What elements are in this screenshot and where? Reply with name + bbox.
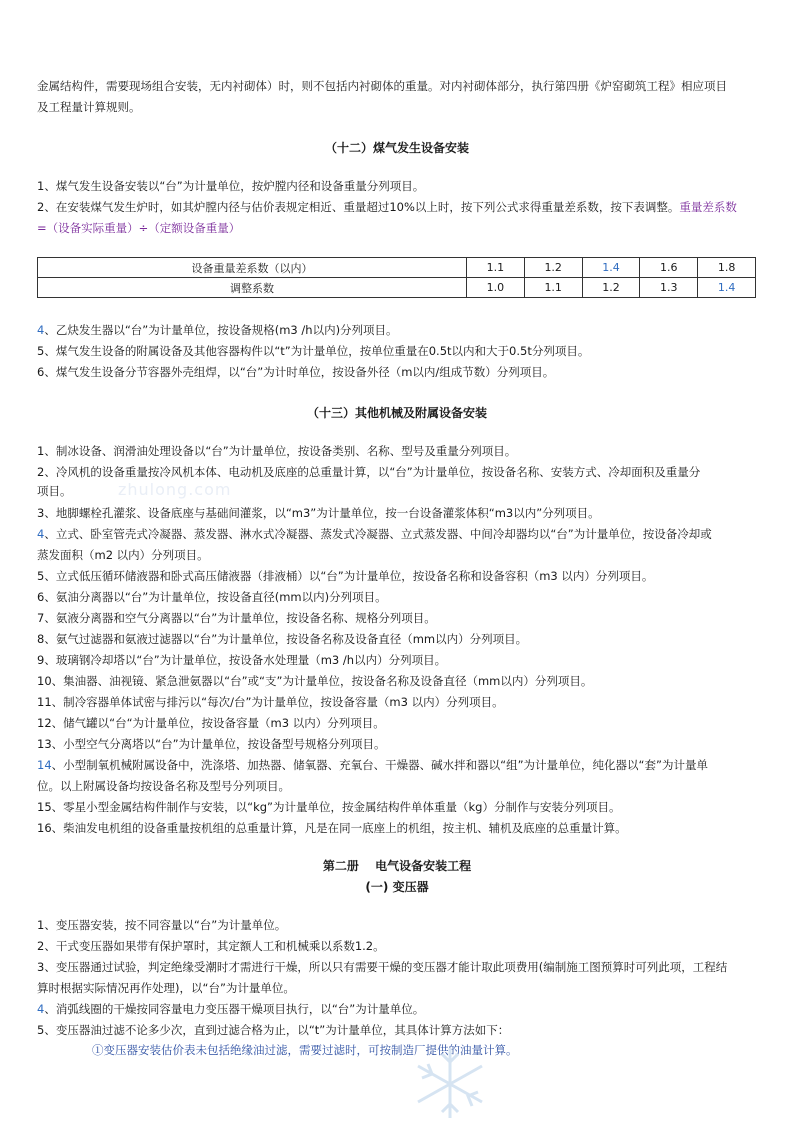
s12-item-2 — [37, 197, 759, 218]
s13-item-9: 9、玻璃钢冷却塔以“台”为计量单位，按设备水处理量（m3 /h以内）分列项目。 — [37, 653, 447, 667]
s12-formula-a: 重量差系数 — [679, 200, 737, 214]
s13-item-1: 1、制冰设备、润滑油处理设备以“台”为计量单位，按设备类别、名称、型号及重量分列项目。 — [37, 444, 517, 458]
v2-item-3a: 3、变压器通过试验，判定绝缘受潮时才需进行干燥，所以只有需要干燥的变压器才能计取此项费用(编制施工图预算时可列此项，工程结 — [37, 960, 728, 974]
table-cell: 1.6 — [640, 258, 698, 278]
s13-item-14-number: 14 — [37, 758, 52, 772]
s13-item-4-number: 4 — [37, 527, 45, 541]
section-13-heading: （十三）其他机械及附属设备安装 — [306, 406, 487, 420]
s13-item-11: 11、制冷容器单体试密与排污以“每次/台”为计量单位，按设备容量（m3 以内）分列项目。 — [37, 695, 504, 709]
table-cell: 1.4 — [698, 278, 756, 298]
v2-item-1: 1、变压器安装，按不同容量以“台”为计量单位。 — [37, 918, 287, 932]
v2-item-4-number: 4 — [37, 1002, 45, 1016]
s13-item-5: 5、立式低压循环储液器和卧式高压储液器（排液桶）以“台”为计量单位，按设备名称和设备容积（m3 以内）分列项目。 — [37, 569, 654, 583]
intro-line-1: 金属结构件，需要现场组合安装，无内衬砌体）时，则不包括内衬砌体的重量。对内衬砌体部分，执行第四册《炉窑砌筑工程》相应项目 — [37, 79, 727, 93]
v2-item-3b: 算时根据实际情况再作处理)，以“台”为计量单位。 — [37, 981, 295, 995]
s12-item-4-number: 4 — [37, 323, 45, 337]
table-cell: 1.2 — [582, 278, 640, 298]
table-row — [38, 278, 756, 298]
s12-item-1: 1、煤气发生设备安装以“台”为计量单位，按炉膛内径和设备重量分列项目。 — [37, 179, 425, 193]
volume-2-title: 第二册 电气设备安装工程 — [322, 859, 472, 873]
v2-item-5: 5、变压器油过滤不论多少次，直到过滤合格为止，以“t”为计量单位，其具体计算方法如下： — [37, 1023, 510, 1037]
weight-coefficient-table — [37, 257, 756, 298]
section-12-heading: （十二）煤气发生设备安装 — [324, 141, 469, 155]
table-cell: 1.1 — [524, 278, 582, 298]
s13-item-16: 16、柴油发电机组的设备重量按机组的总重量计算，凡是在同一底座上的机组，按主机、辅机及底座的总重量计算。 — [37, 821, 627, 835]
s13-item-8: 8、氨气过滤器和氨液过滤器以“台”为计量单位，按设备名称及设备直径（mm以内）分列项目。 — [37, 632, 528, 646]
snowflake-logo-icon — [398, 1040, 502, 1122]
s13-item-2a: 2、冷风机的设备重量按冷风机本体、电动机及底座的总重量计算，以“台”为计量单位，按设备名称、安装方式、冷却面积及重量分 — [37, 465, 701, 479]
s13-item-10: 10、集油器、油视镜、紧急泄氨器以“台”或“支”为计量单位，按设备名称及设备直径（mm以内）分列项目。 — [37, 674, 593, 688]
s13-item-14a — [37, 755, 759, 776]
table-cell: 1.8 — [698, 258, 756, 278]
s13-item-4-text: 、立式、卧室管壳式冷凝器、蒸发器、淋水式冷凝器、蒸发式冷凝器、立式蒸发器、中间冷却器均以“台”为计量单位，按设备冷却或 — [44, 527, 712, 541]
v2-item-2: 2、干式变压器如果带有保护罩时，其定额人工和机械乘以系数1.2。 — [37, 939, 385, 953]
intro-line-2: 及工程量计算规则。 — [37, 100, 141, 114]
watermark-text: zhulong.com — [118, 480, 232, 499]
table-cell-label: 设备重量差系数（以内） — [38, 258, 467, 278]
s13-item-4b: 蒸发面积（m2 以内）分列项目。 — [37, 548, 209, 562]
table-cell: 1.2 — [524, 258, 582, 278]
v2-note: ①变压器安装估价表未包括绝缘油过滤，需要过滤时，可按制造厂提供的油量计算。 — [92, 1043, 518, 1057]
s13-item-6: 6、氨油分离器以“台”为计量单位，按设备直径(mm以内)分列项目。 — [37, 590, 387, 604]
s13-item-2b: 项目。 — [37, 484, 72, 498]
s12-item-5: 5、煤气发生设备的附属设备及其他容器构件以“t”为计量单位，按单位重量在0.5t以内和大于0.5t分列项目。 — [37, 344, 590, 358]
table-cell: 1.1 — [467, 258, 525, 278]
v2-item-4-text: 、消弧线圈的干燥按同容量电力变压器干燥项目执行，以“台”为计量单位。 — [44, 1002, 425, 1016]
table-cell-label: 调整系数 — [38, 278, 467, 298]
s12-item-4 — [37, 320, 759, 341]
s13-item-14-text: 、小型制氧机械附属设备中，洗涤塔、加热器、储氧器、充氧台、干燥器、碱水拌和器以“组”为计量单位，纯化器以“套”为计量单 — [51, 758, 708, 772]
s13-item-15: 15、零星小型金属结构件制作与安装，以“kg”为计量单位，按金属结构件单体重量（kg）分制作与安装分列项目。 — [37, 800, 621, 814]
table-cell: 1.3 — [640, 278, 698, 298]
s13-item-13: 13、小型空气分离塔以“台”为计量单位，按设备型号规格分列项目。 — [37, 737, 386, 751]
volume-2-subtitle: (一) 变压器 — [365, 880, 429, 894]
v2-item-4 — [37, 999, 759, 1020]
table-cell: 1.4 — [582, 258, 640, 278]
table-cell: 1.0 — [467, 278, 525, 298]
s12-item-2-text: 2、在安装煤气发生炉时，如其炉膛内径与估价表规定相近、重量超过10%以上时，按下列公式求得重量差系数，按下表调整。 — [37, 200, 680, 214]
s13-item-3: 3、地脚螺栓孔灌浆、设备底座与基础间灌浆，以“m3”为计量单位，按一台设备灌浆体积“m3以内”分列项目。 — [37, 506, 600, 520]
s13-item-14b: 位。以上附属设备均按设备名称及型号分列项目。 — [37, 779, 290, 793]
table-row — [38, 258, 756, 278]
s12-formula-b: =（设备实际重量）÷（定额设备重量） — [37, 221, 241, 235]
s13-item-12: 12、储气罐以“台“为计量单位，按设备容量（m3 以内）分列项目。 — [37, 716, 385, 730]
s12-item-4-text: 、乙炔发生器以“台”为计量单位，按设备规格(m3 /h以内)分列项目。 — [44, 323, 398, 337]
s13-item-4a — [37, 524, 759, 545]
s13-item-7: 7、氨液分离器和空气分离器以“台”为计量单位，按设备名称、规格分列项目。 — [37, 611, 436, 625]
s12-item-6: 6、煤气发生设备分节容器外壳组焊，以“台”为计时单位，按设备外径（m以内/组成节数）分列项目。 — [37, 365, 555, 379]
